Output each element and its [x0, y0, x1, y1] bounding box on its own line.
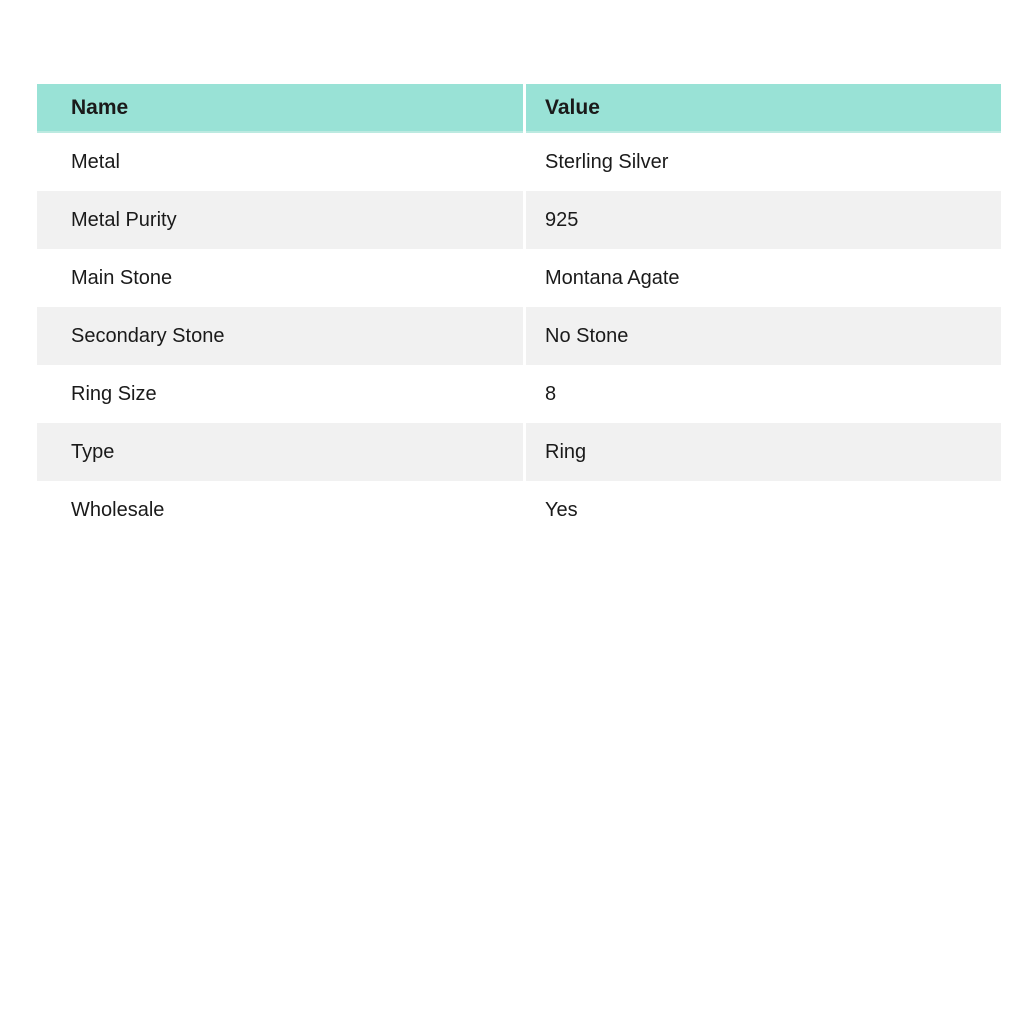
attribute-name-cell: Main Stone	[37, 249, 523, 307]
attribute-value-cell: Montana Agate	[526, 249, 1001, 307]
attribute-name-cell: Metal	[37, 133, 523, 191]
table-body	[37, 133, 1001, 539]
attribute-name-cell: Wholesale	[37, 481, 523, 539]
column-header-name: Name	[37, 84, 523, 133]
table-row	[37, 133, 1001, 191]
attribute-name-cell: Metal Purity	[37, 191, 523, 249]
table-row	[37, 423, 1001, 481]
table-row	[37, 191, 1001, 249]
attribute-name-cell: Ring Size	[37, 365, 523, 423]
table-row	[37, 365, 1001, 423]
attribute-value-cell: Sterling Silver	[526, 133, 1001, 191]
attribute-value-cell: No Stone	[526, 307, 1001, 365]
table-header-row	[37, 84, 1001, 133]
attribute-value-cell: Yes	[526, 481, 1001, 539]
table-row	[37, 307, 1001, 365]
attribute-name-cell: Type	[37, 423, 523, 481]
table-row	[37, 249, 1001, 307]
table-row	[37, 481, 1001, 539]
column-header-value: Value	[526, 84, 1001, 133]
attribute-value-cell: 8	[526, 365, 1001, 423]
attribute-value-cell: Ring	[526, 423, 1001, 481]
attribute-name-cell: Secondary Stone	[37, 307, 523, 365]
attribute-value-cell: 925	[526, 191, 1001, 249]
attributes-table	[37, 84, 1001, 539]
